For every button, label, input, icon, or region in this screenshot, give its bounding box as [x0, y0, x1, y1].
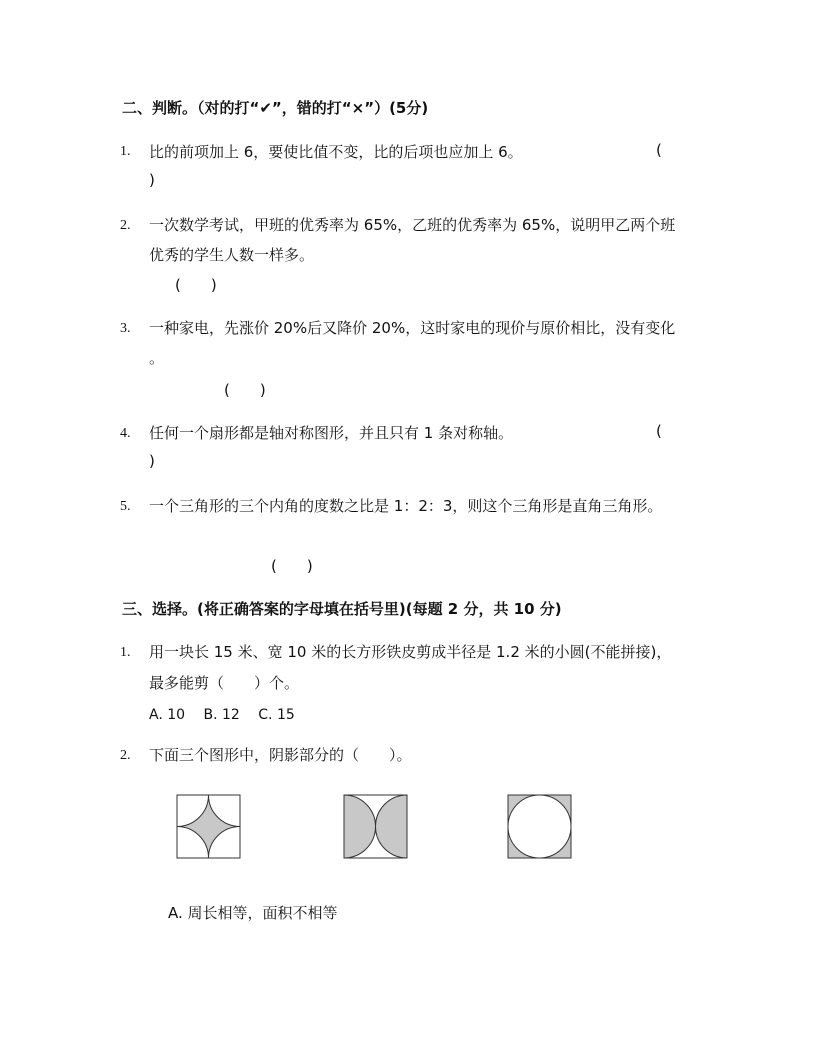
- two-semicircles-figure: [343, 794, 409, 860]
- question-text-continued: 优秀的学生人数一样多。: [149, 246, 315, 264]
- question-text: 用一块长 15 米、宽 10 米的长方形铁皮剪成半径是 1.2 米的小圆(不能拼接)，: [149, 643, 672, 661]
- question-number: 2.: [120, 218, 131, 233]
- question-text: 一种家电，先涨价 20%后又降价 20%，这时家电的现价与原价相比，没有变化: [149, 319, 676, 337]
- answer-paren-open: (: [656, 141, 662, 159]
- answer-blank: ( ): [271, 557, 313, 575]
- question-number: 2.: [120, 748, 131, 763]
- option-a: A. 周长相等，面积不相等: [168, 904, 338, 922]
- answer-paren-open: (: [656, 422, 662, 440]
- question-text-continued: 最多能剪（ ）个。: [149, 674, 300, 692]
- answer-options: A. 10 B. 12 C. 15: [149, 707, 295, 723]
- question-text: 一次数学考试，甲班的优秀率为 65%，乙班的优秀率为 65%，说明甲乙两个班: [149, 216, 676, 234]
- answer-blank: ( ): [175, 276, 217, 294]
- question-number: 1.: [120, 144, 131, 159]
- question-number: 3.: [120, 321, 131, 336]
- section-2-heading: 二、判断。（对的打“✔”，错的打“×”）(5分): [122, 99, 429, 117]
- question-text-continued: 。: [149, 349, 165, 367]
- question-number: 4.: [120, 426, 131, 441]
- circle-in-square-figure: [507, 794, 573, 860]
- question-number: 5.: [120, 499, 131, 514]
- question-text: 一个三角形的三个内角的度数之比是 1：2：3，则这个三角形是直角三角形。: [149, 497, 663, 515]
- answer-blank: ( ): [224, 381, 266, 399]
- section-3-heading: 三、选择。(将正确答案的字母填在括号里)(每题 2 分，共 10 分): [122, 600, 562, 618]
- answer-paren-close: ): [149, 452, 155, 470]
- answer-paren-close: ): [149, 171, 155, 189]
- question-text: 任何一个扇形都是轴对称图形，并且只有 1 条对称轴。: [149, 424, 514, 442]
- question-number: 1.: [120, 645, 131, 660]
- question-text: 比的前项加上 6，要使比值不变，比的后项也应加上 6。: [149, 143, 523, 161]
- concave-star-figure: [176, 794, 242, 860]
- question-text: 下面三个图形中，阴影部分的（ ）。: [149, 746, 412, 764]
